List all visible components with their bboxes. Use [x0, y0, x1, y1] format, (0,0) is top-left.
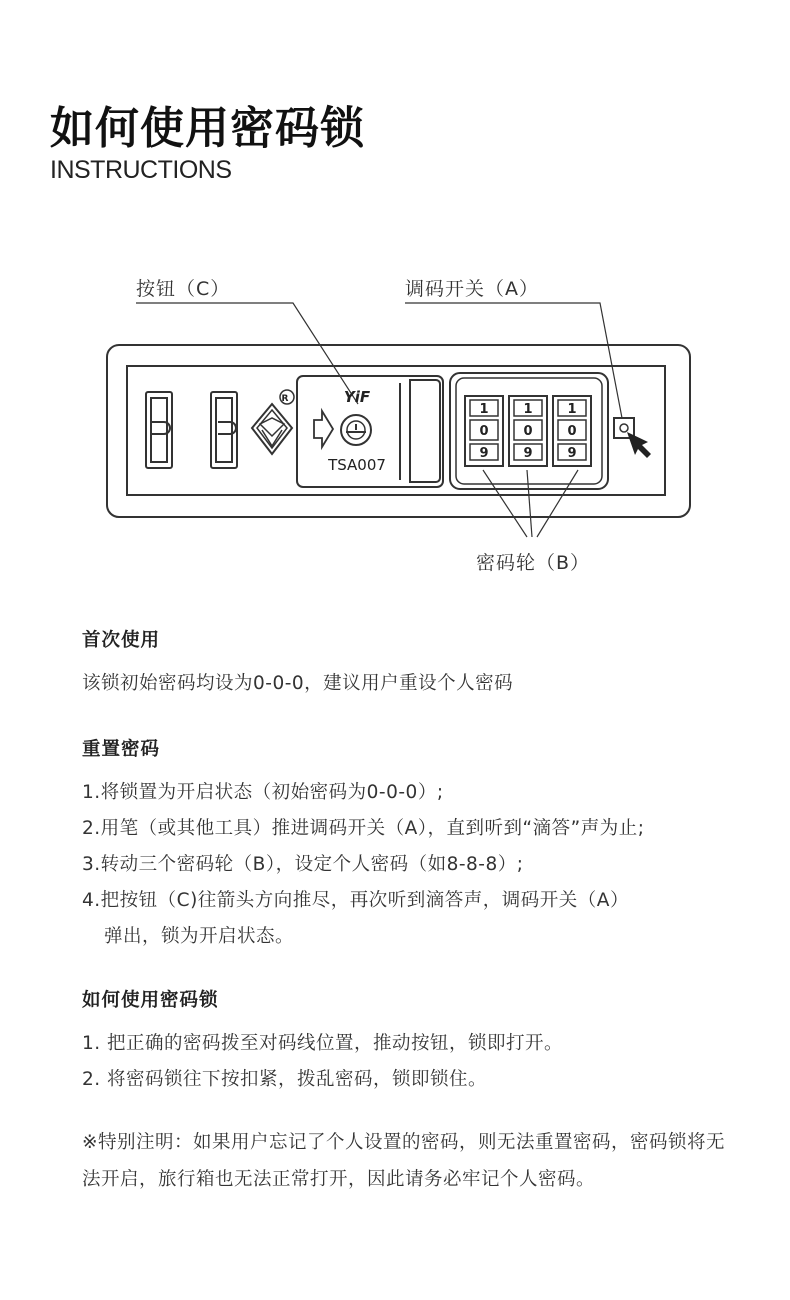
callout-button-c: 按钮（C） — [136, 278, 231, 300]
special-note-text: ※特别注明：如果用户忘记了个人设置的密码，则无法重置密码，密码锁将无法开启，旅行箱也无法正常打开，因此请务必牢记个人密码。 — [82, 1132, 726, 1190]
wheel-2-top: 1 — [523, 402, 533, 417]
section-title: 重置密码 — [82, 739, 161, 760]
page-subtitle: INSTRUCTIONS — [50, 156, 232, 184]
lock-inner-plate — [127, 366, 665, 495]
wheel-1-center: 0 — [479, 424, 489, 439]
wheel-1-top: 1 — [479, 402, 489, 417]
callout-switch-a: 调码开关（A） — [405, 278, 539, 300]
slider-left — [146, 392, 172, 468]
model-label: TSA007 — [328, 456, 386, 474]
instruction-line: 该锁初始密码均设为0-0-0，建议用户重设个人密码 — [82, 673, 514, 694]
instruction-line: 1. 把正确的密码拨至对码线位置，推动按钮，锁即打开。 — [82, 1033, 564, 1054]
section-title: 如何使用密码锁 — [82, 990, 219, 1011]
wheel-3-center: 0 — [567, 424, 577, 439]
section-special-note — [82, 1124, 732, 1198]
wheel-2-center: 0 — [523, 424, 533, 439]
section-how-to-use — [82, 986, 742, 1098]
instruction-line: 4.把按钮（C)往箭头方向推尽，再次听到滴答声，调码开关（A） — [82, 890, 629, 911]
instruction-line: 弹出，锁为开启状态。 — [104, 926, 295, 947]
instruction-line: 2. 将密码锁往下按扣紧，拨乱密码，锁即锁住。 — [82, 1069, 488, 1090]
registered-mark: R — [281, 394, 289, 404]
section-title: 首次使用 — [82, 630, 161, 651]
tsa-diamond-logo — [252, 404, 292, 454]
section-reset-password — [82, 735, 742, 955]
instruction-line: 3.转动三个密码轮（B），设定个人密码（如8-8-8）; — [82, 854, 524, 875]
instruction-line: 1.将锁置为开启状态（初始密码为0-0-0）; — [82, 782, 444, 803]
instruction-line: 2.用笔（或其他工具）推进调码开关（A），直到听到“滴答”声为止; — [82, 818, 645, 839]
callout-line-button — [136, 303, 358, 404]
slider-right — [211, 392, 237, 468]
lock-diagram — [0, 0, 790, 600]
section-first-use — [82, 626, 742, 702]
brand-logo: YiF — [343, 388, 371, 406]
pointer-arrow-icon — [627, 432, 651, 458]
wheel-2-bottom: 9 — [523, 446, 533, 461]
callout-wheels-b: 密码轮（B） — [476, 552, 591, 574]
page-title: 如何使用密码锁 — [50, 103, 365, 154]
wheel-3-top: 1 — [567, 402, 577, 417]
wheel-1-bottom: 9 — [479, 446, 489, 461]
wheel-3-bottom: 9 — [567, 446, 577, 461]
arrow-right-icon — [314, 411, 333, 447]
